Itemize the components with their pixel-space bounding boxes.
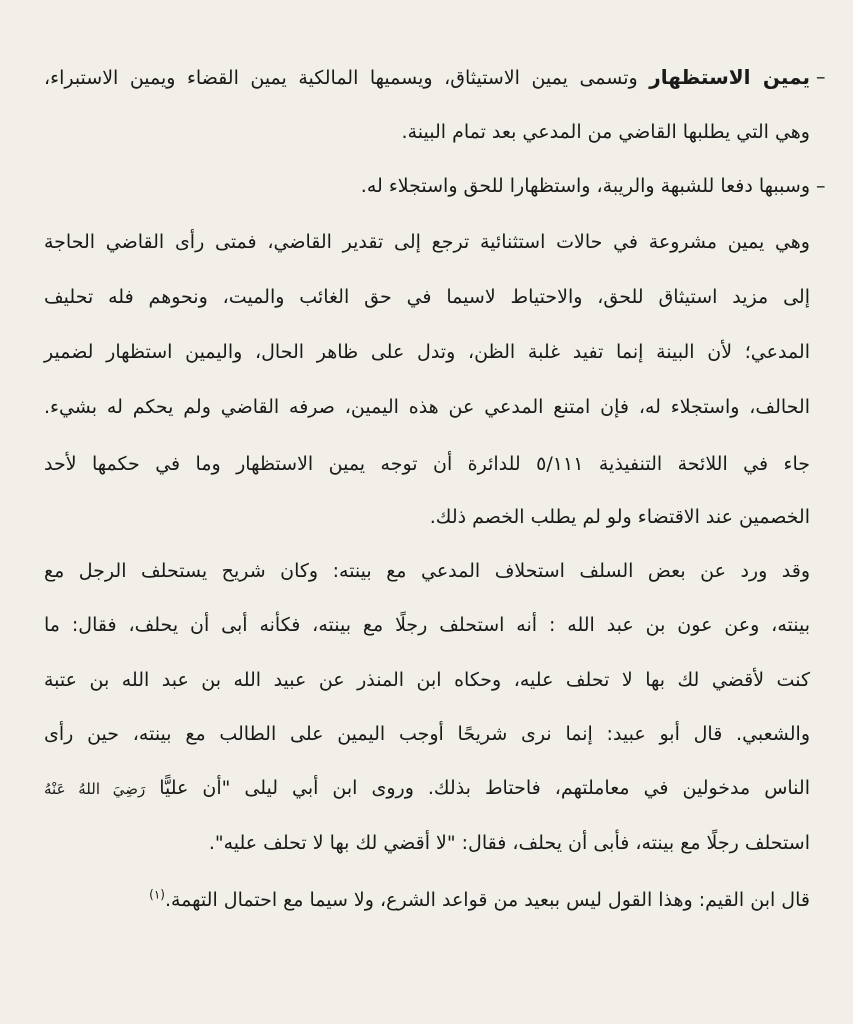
para-3-line-4: والشعبي. قال أبو عبيد: إنما نرى شريحًا أوجب اليمين على الطالب مع بينته، حين رأى: [44, 723, 810, 745]
para-3-line-1: وقد ورد عن بعض السلف استحلاف المدعي مع بينته: وكان شريح يستحلف الرجل مع: [44, 560, 810, 582]
para-3-line-6: استحلف رجلًا مع بينته، فأبى أن يحلف، فقال: "لا أقضي لك بها لا تحلف عليه".: [208, 832, 810, 854]
bullet-1-line-1: [44, 62, 810, 92]
bullet-1-text: وتسمى يمين الاستيثاق، ويسميها المالكية يمين القضاء ويمين الاستبراء،: [44, 67, 638, 89]
footnote-marker[interactable]: (١): [149, 887, 165, 902]
para-4-line-1: [149, 885, 810, 915]
para-3-line-5-text: الناس مدخولين في معاملتهم، فاحتاط بذلك. وروى ابن أبي ليلى "أن عليًّا: [159, 777, 810, 799]
bullet-dash: –: [816, 175, 826, 197]
para-3-line-5: [44, 773, 810, 803]
para-2-line-1: جاء في اللائحة التنفيذية ٥/١١١ للدائرة أن توجه يمين الاستظهار وما في حكمها لأحد: [44, 453, 810, 475]
para-4-text: قال ابن القيم: وهذا القول ليس ببعيد من قواعد الشرع، ولا سيما مع احتمال التهمة.: [164, 889, 810, 911]
para-1-line-2: إلى مزيد استيثاق للحق، والاحتياط لاسيما في حق الغائب والميت، ونحوهم فله تحليف: [44, 286, 810, 308]
term-bold: يمين الاستظهار: [649, 65, 810, 89]
para-2-line-2: الخصمين عند الاقتضاء ولو لم يطلب الخصم ذلك.: [429, 506, 810, 528]
para-1-line-4: الحالف، واستجلاء له، فإن امتنع المدعي عن هذه اليمين، صرفه القاضي ولم يحكم له بشيء.: [44, 396, 810, 418]
bullet-dash: –: [816, 66, 826, 88]
honorific-glyph: رَضِيَ اللهُ عَنْهُ: [44, 780, 146, 798]
bullet-2-line-1: وسببها دفعا للشبهة والريبة، واستظهارا للحق واستجلاء له.: [360, 175, 810, 197]
para-3-line-3: كنت لأقضي لك بها لا تحلف عليه، وحكاه ابن المنذر عن عبيد الله بن عبد الله بن عتبة: [44, 669, 810, 691]
para-1-line-3: المدعي؛ لأن البينة إنما تفيد غلبة الظن، وتدل على ظاهر الحال، واليمين استظهار لضمير: [44, 341, 810, 363]
para-1-line-1: وهي يمين مشروعة في حالات استثنائية ترجع إلى تقدير القاضي، فمتى رأى القاضي الحاجة: [44, 231, 810, 253]
bullet-1-line-2: وهي التي يطلبها القاضي من المدعي بعد تمام البينة.: [401, 121, 810, 143]
para-3-line-2: بينته، وعن عون بن عبد الله : أنه استحلف رجلًا مع بينته، فكأنه أبى أن يحلف، فقال: ما: [44, 614, 810, 636]
